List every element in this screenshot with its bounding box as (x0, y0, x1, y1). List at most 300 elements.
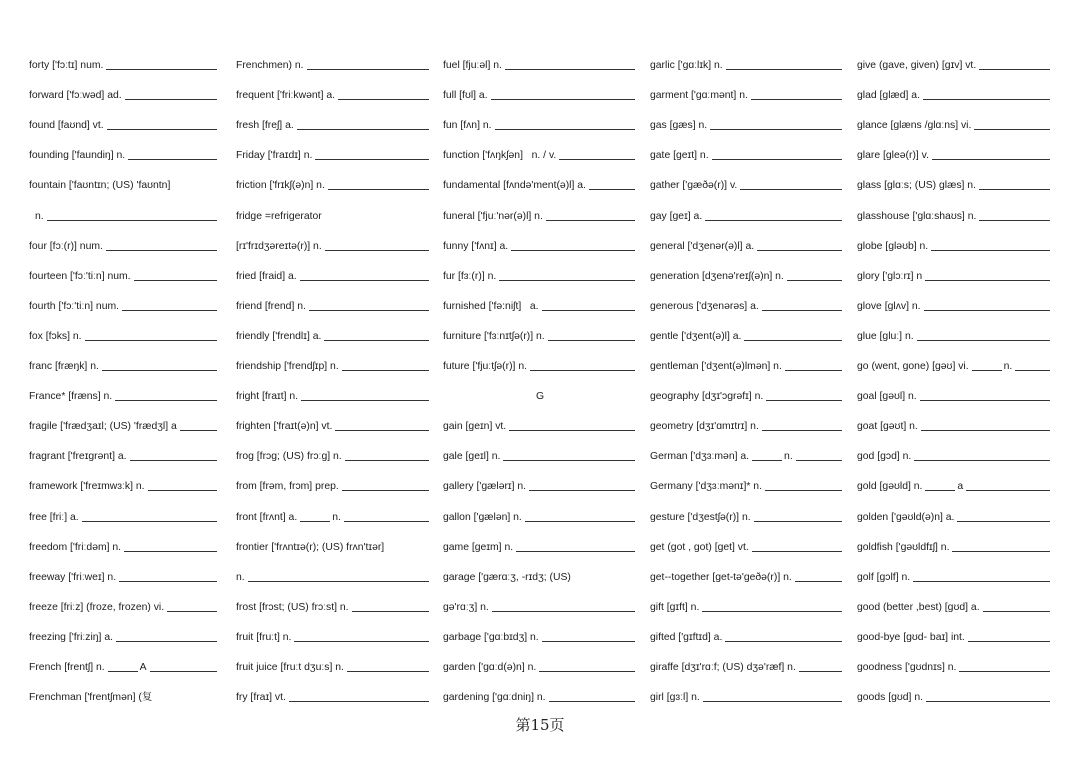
entry-text: globe [gləʊb] n. (857, 240, 929, 252)
entry-text: friction ['frɪkʃ(ə)n] n. (236, 180, 325, 192)
answer-blank (979, 180, 1050, 190)
answer-blank (499, 271, 635, 281)
answer-blank (342, 481, 429, 491)
vocab-entry (443, 563, 637, 593)
answer-blank (923, 90, 1050, 100)
vocab-entry (29, 292, 219, 322)
vocab-entry (29, 683, 219, 713)
entry-text: fragile ['frædʒaɪl; (US) 'frædʒl] a (29, 421, 177, 433)
vocab-entry (236, 533, 431, 563)
entry-text: Frenchman ['frentʃmən] (复 (29, 692, 153, 704)
vocab-entry (29, 81, 219, 111)
vocab-entry (857, 563, 1052, 593)
vocab-entry (650, 593, 844, 623)
vocab-entry (236, 382, 431, 412)
vocab-entry (29, 412, 219, 442)
answer-blank (289, 692, 429, 702)
entry-text: gas [gæs] n. (650, 120, 708, 132)
entry-text: glove [glʌv] n. (857, 300, 921, 312)
answer-blank (116, 632, 217, 642)
answer-blank (107, 120, 217, 130)
answer-blank (979, 60, 1050, 70)
entry-text: garden ['gɑːd(ə)n] n. (443, 661, 537, 673)
entry-text: founding ['faundiŋ] n. (29, 150, 126, 162)
entry-text: freedom ['friːdəm] n. (29, 541, 122, 553)
answer-blank (751, 90, 842, 100)
vocab-entry (857, 593, 1052, 623)
entry-text: full [fʊl] a. (443, 90, 488, 102)
vocab-entry (236, 292, 431, 322)
vocab-entry (443, 201, 637, 231)
vocab-entry (857, 352, 1052, 382)
vocab-entry (650, 472, 844, 502)
answer-blank (762, 421, 842, 431)
answer-blank (913, 572, 1050, 582)
vocab-entry (650, 533, 844, 563)
vocab-entry (236, 81, 431, 111)
entry-text: gesture ['dʒestʃə(r)] n. (650, 511, 751, 523)
vocab-entry (29, 442, 219, 472)
answer-blank (952, 542, 1050, 552)
entry-text: Friday ['fraɪdɪ] n. (236, 150, 313, 162)
entry-text: forward ['fɔːwəd] ad. (29, 90, 122, 102)
word-column (650, 51, 844, 713)
answer-blank (167, 602, 217, 612)
answer-blank (344, 512, 429, 522)
answer-blank (957, 512, 1050, 522)
vocab-entry (29, 563, 219, 593)
entry-text: free [friː] a. (29, 511, 79, 523)
vocab-entry (443, 653, 637, 683)
vocab-entry (29, 352, 219, 382)
letter-heading (443, 382, 637, 412)
entry-text: gather ['gæðə(r)] v. (650, 180, 738, 192)
entry-text: funeral ['fjuː'nər(ə)l] n. (443, 210, 543, 222)
vocab-entry (443, 51, 637, 81)
vocab-entry (236, 171, 431, 201)
entry-text: glad [glæd] a. (857, 90, 920, 102)
entry-text: garbage ['gɑːbɪdʒ] n. (443, 631, 539, 643)
answer-blank (703, 692, 842, 702)
vocab-entry (857, 322, 1052, 352)
answer-blank (525, 512, 635, 522)
answer-blank (108, 662, 138, 672)
entry-text: four [fɔː(r)] num. (29, 240, 103, 252)
vocab-entry (29, 653, 219, 683)
entry-text: fuel [fjuːəl] n. (443, 60, 502, 72)
entry-text: golden ['gəʊld(ə)n] a. (857, 511, 955, 523)
vocab-entry (443, 81, 637, 111)
vocab-entry (236, 232, 431, 262)
entry-text: function ['fʌŋkʃən] n. / v. (443, 150, 557, 162)
answer-blank (352, 602, 429, 612)
entry-text: fur [fɜː(r)] n. (443, 270, 497, 282)
vocab-entry (443, 141, 637, 171)
entry-text: glance [glæns /glɑːns] vi. (857, 120, 972, 132)
entry-text: get--together [get-tə'geðə(r)] n. (650, 571, 792, 583)
answer-blank (762, 301, 842, 311)
answer-blank (325, 241, 429, 251)
entry-text: goal [gəʊl] n. (857, 391, 917, 403)
answer-blank (47, 211, 217, 221)
entry-text: get (got , got) [get] vt. (650, 541, 749, 553)
vocab-entry (650, 322, 844, 352)
entry-text: n. (332, 511, 341, 523)
answer-blank (917, 331, 1050, 341)
vocab-entry (443, 111, 637, 141)
entry-text: garlic ['gɑːlɪk] n. (650, 60, 723, 72)
vocab-entry (443, 232, 637, 262)
vocab-entry (650, 683, 844, 713)
vocab-entry (857, 502, 1052, 532)
answer-blank (335, 421, 429, 431)
answer-blank (301, 391, 429, 401)
entry-text: gale [geɪl] n. (443, 451, 501, 463)
answer-blank (589, 180, 635, 190)
vocab-entry (857, 442, 1052, 472)
vocab-entry (443, 472, 637, 502)
answer-blank (338, 90, 429, 100)
answer-blank (972, 361, 1002, 371)
word-column (29, 51, 219, 713)
entry-text: furniture ['fɜːnɪtʃə(r)] n. (443, 330, 545, 342)
entry-text: glare [gleə(r)] v. (857, 150, 929, 162)
entry-text: fruit juice [fruːt dʒuːs] n. (236, 661, 344, 673)
vocab-entry-continuation (29, 201, 219, 231)
vocab-entry (236, 683, 431, 713)
entry-text: gifted ['gɪftɪd] a. (650, 631, 723, 643)
vocab-entry (29, 533, 219, 563)
entry-text: [rɪ'frɪdʒəreɪtə(r)] n. (236, 240, 322, 252)
vocab-entry (29, 593, 219, 623)
vocab-entry (236, 563, 431, 593)
answer-blank (754, 512, 842, 522)
entry-text: gain [geɪn] vt. (443, 421, 507, 433)
entry-text: god [gɔd] n. (857, 451, 912, 463)
answer-blank (125, 90, 217, 100)
vocab-entry (650, 442, 844, 472)
answer-blank (539, 662, 635, 672)
vocab-entry (443, 171, 637, 201)
entry-text: geography [dʒɪ'ɔgrəfɪ] n. (650, 391, 764, 403)
vocab-entry (236, 51, 431, 81)
answer-blank (548, 331, 635, 341)
vocab-entry (650, 171, 844, 201)
answer-blank (744, 331, 842, 341)
vocab-entry (236, 593, 431, 623)
vocab-entry (857, 653, 1052, 683)
entry-text: gentleman ['dʒent(ə)lmən] n. (650, 361, 782, 373)
answer-blank (134, 271, 217, 281)
answer-blank (119, 572, 217, 582)
entry-text: a (957, 481, 964, 493)
vocab-entry (857, 412, 1052, 442)
answer-blank (115, 391, 217, 401)
vocab-entry (443, 412, 637, 442)
entry-text: furnished ['fə:niʃt] a. (443, 300, 539, 312)
entry-text: frequent ['friːkwənt] a. (236, 90, 336, 102)
answer-blank (920, 391, 1050, 401)
vocab-entry (650, 382, 844, 412)
entry-text: golf [gɔlf] n. (857, 571, 911, 583)
answer-blank (702, 602, 842, 612)
entry-text: n. (784, 451, 793, 463)
entry-text: gay [geɪ] a. (650, 210, 703, 222)
answer-blank (926, 692, 1050, 702)
entry-text: generation [dʒenə'reɪʃ(ə)n] n. (650, 270, 784, 282)
entry-text: gallery ['gælərɪ] n. (443, 481, 527, 493)
page-number: 第15页 (515, 716, 565, 734)
vocab-entry (650, 232, 844, 262)
vocab-entry (236, 472, 431, 502)
answer-blank (530, 361, 635, 371)
answer-blank (925, 481, 955, 491)
answer-blank (559, 150, 635, 160)
vocab-entry (650, 653, 844, 683)
entry-text: girl [gɜːl] n. (650, 692, 700, 704)
entry-text: n. (236, 571, 245, 583)
entry-text: garage ['gærɑːʒ, -rɪdʒ; (US) (443, 571, 571, 583)
answer-blank (726, 60, 842, 70)
vocab-entry (650, 502, 844, 532)
entry-text: fountain ['faʊntɪn; (US) 'faʊntn] (29, 180, 171, 192)
vocab-entry (443, 502, 637, 532)
answer-blank (315, 150, 429, 160)
entry-text: glass [glɑːs; (US) glæs] n. (857, 180, 976, 192)
entry-text: fry [fraɪ] vt. (236, 692, 286, 704)
entry-text: gə'rɑːʒ] n. (443, 601, 489, 613)
answer-blank (959, 662, 1050, 672)
entry-text: gallon ['gælən] n. (443, 511, 522, 523)
answer-blank (300, 271, 429, 281)
entry-text: giraffe [dʒɪ'rɑːf; (US) dʒə'ræf] n. (650, 661, 796, 673)
vocab-entry (857, 111, 1052, 141)
entry-text: fourteen ['fɔː'tiːn] num. (29, 270, 131, 282)
answer-blank (752, 451, 782, 461)
answer-blank (542, 632, 635, 642)
entry-text: frost [frɔst; (US) frɔːst] n. (236, 601, 349, 613)
entry-text: fruit [fruːt] n. (236, 631, 292, 643)
letter-heading-text: G (535, 391, 545, 403)
vocab-entry (443, 442, 637, 472)
word-column (443, 51, 637, 713)
answer-blank (124, 542, 217, 552)
vocab-entry (650, 352, 844, 382)
entry-text: forty ['fɔːtɪ] num. (29, 60, 104, 72)
vocab-entry (236, 352, 431, 382)
entry-text: gentle ['dʒent(ə)l] a. (650, 330, 742, 342)
vocab-entry (29, 232, 219, 262)
vocab-entry (650, 81, 844, 111)
entry-text: go (went, gone) [gəʊ] vi. (857, 361, 969, 373)
entry-text: freeze [friːz] (froze, frozen) vi. (29, 601, 165, 613)
answer-blank (300, 512, 330, 522)
entry-text: garment ['gɑːmənt] n. (650, 90, 748, 102)
answer-blank (505, 60, 635, 70)
entry-text: fox [fɔks] n. (29, 330, 82, 342)
answer-blank (148, 481, 217, 491)
vocab-entry (857, 232, 1052, 262)
answer-blank (740, 180, 842, 190)
answer-blank (503, 451, 635, 461)
answer-blank (347, 662, 429, 672)
answer-blank (542, 301, 635, 311)
vocab-entry (857, 51, 1052, 81)
answer-blank (766, 391, 842, 401)
entry-text: n. (35, 210, 44, 222)
answer-blank (297, 120, 429, 130)
entry-text: framework ['freɪmwɜːk] n. (29, 481, 145, 493)
vocab-entry (29, 171, 219, 201)
answer-blank (546, 211, 635, 221)
answer-blank (106, 241, 217, 251)
answer-blank (102, 361, 217, 371)
vocab-entry (236, 412, 431, 442)
entry-text: fourth ['fɔː'tiːn] num. (29, 300, 120, 312)
answer-blank (122, 301, 217, 311)
vocab-entry (29, 322, 219, 352)
vocab-entry (857, 623, 1052, 653)
answer-blank (712, 150, 842, 160)
vocab-entry (443, 352, 637, 382)
entry-text: goodness ['gʊdnɪs] n. (857, 661, 957, 673)
answer-blank (799, 662, 842, 672)
vocab-entry (29, 502, 219, 532)
answer-blank (106, 60, 217, 70)
vocab-entry (650, 623, 844, 653)
vocab-entry (29, 623, 219, 653)
entry-text: frighten ['fraɪt(ə)n] vt. (236, 421, 333, 433)
entry-text: glue [gluː] n. (857, 330, 914, 342)
entry-text: fright [fraɪt] n. (236, 391, 299, 403)
entry-text: A (139, 661, 147, 673)
vocab-entry (857, 141, 1052, 171)
entry-text: fried [fraid] a. (236, 270, 297, 282)
vocab-entry (443, 683, 637, 713)
vocab-entry (857, 201, 1052, 231)
entry-text: freeway ['friːweɪ] n. (29, 571, 117, 583)
entry-text: found [faʊnd] vt. (29, 120, 104, 132)
answer-blank (294, 632, 429, 642)
vocab-entry (857, 81, 1052, 111)
answer-blank (248, 572, 429, 582)
entry-text: gold [gəʊld] n. (857, 481, 923, 493)
vocab-entry (443, 322, 637, 352)
answer-blank (549, 692, 635, 702)
entry-text: n. (1003, 361, 1013, 373)
entry-text: glory ['glɔːrɪ] n (857, 270, 923, 282)
answer-blank (150, 662, 217, 672)
entry-text: future ['fjuːtʃə(r)] n. (443, 361, 527, 373)
vocab-entry (443, 533, 637, 563)
answer-blank (345, 451, 429, 461)
vocab-entry (29, 51, 219, 81)
vocab-entry (236, 111, 431, 141)
answer-blank (307, 60, 429, 70)
vocab-entry (29, 472, 219, 502)
vocab-entry (29, 111, 219, 141)
entry-text: goldfish ['gəʊldfɪʃ] n. (857, 541, 950, 553)
entry-text: Germany ['dʒɜːmənɪ]* n. (650, 481, 762, 493)
entry-text: frog [frɔg; (US) frɔːg] n. (236, 451, 342, 463)
entry-text: game [geɪm] n. (443, 541, 514, 553)
vocab-entry (650, 141, 844, 171)
vocab-entry (857, 292, 1052, 322)
entry-text: give (gave, given) [gɪv] vt. (857, 60, 977, 72)
entry-text: geometry [dʒɪ'ɑmɪtrɪ] n. (650, 421, 759, 433)
entry-text: funny ['fʌnɪ] a. (443, 240, 509, 252)
vocab-entry (236, 653, 431, 683)
entry-text: friendly ['frendlɪ] a. (236, 330, 322, 342)
vocab-entry (857, 262, 1052, 292)
vocab-entry (650, 262, 844, 292)
answer-blank (491, 90, 635, 100)
answer-blank (1015, 361, 1050, 371)
entry-text: frontier ['frʌntɪə(r); (US) frʌn'tɪər] (236, 541, 385, 553)
vocab-entry (236, 201, 431, 231)
entry-text: fundamental [fʌndə'ment(ə)l] a. (443, 180, 586, 192)
word-column (857, 51, 1052, 713)
answer-blank (328, 180, 429, 190)
answer-blank (180, 421, 217, 431)
vocab-entry (29, 141, 219, 171)
vocab-entry (650, 51, 844, 81)
vocab-entry (650, 111, 844, 141)
answer-blank (974, 120, 1050, 130)
entry-text: fridge =refrigerator (236, 210, 322, 222)
vocab-entry (650, 563, 844, 593)
vocab-entry (236, 502, 431, 532)
entry-text: gift [gɪft] n. (650, 601, 700, 613)
vocab-entry (443, 623, 637, 653)
vocab-entry (857, 171, 1052, 201)
entry-text: France* [fræns] n. (29, 391, 113, 403)
answer-blank (979, 211, 1050, 221)
entry-text: front [frʌnt] a. (236, 511, 298, 523)
answer-blank (309, 301, 429, 311)
answer-blank (128, 150, 217, 160)
vocab-entry (29, 262, 219, 292)
vocab-entry (236, 623, 431, 653)
entry-text: French [frentʃ] n. (29, 661, 105, 673)
answer-blank (82, 512, 217, 522)
vocab-entry (857, 382, 1052, 412)
entry-text: glasshouse ['glɑːshaʊs] n. (857, 210, 977, 222)
entry-text: franc [fræŋk] n. (29, 361, 99, 373)
vocab-entry (236, 141, 431, 171)
answer-blank (492, 602, 635, 612)
answer-blank (529, 481, 635, 491)
answer-blank (342, 361, 429, 371)
vocab-entry (236, 322, 431, 352)
entry-text: Frenchmen) n. (236, 60, 304, 72)
entry-text: good (better ,best) [gʊd] a. (857, 601, 980, 613)
answer-blank (925, 271, 1050, 281)
entry-text: gate [geɪt] n. (650, 150, 709, 162)
entry-text: gardening ['gɑːdniŋ] n. (443, 692, 546, 704)
vocab-entry (443, 292, 637, 322)
answer-blank (725, 632, 842, 642)
word-column (236, 51, 431, 713)
vocab-entry (236, 262, 431, 292)
answer-blank (511, 241, 635, 251)
entry-text: freezing ['friːziŋ] a. (29, 631, 113, 643)
answer-blank (932, 150, 1050, 160)
answer-blank (924, 301, 1050, 311)
answer-blank (921, 421, 1050, 431)
answer-blank (914, 451, 1050, 461)
vocab-entry (236, 442, 431, 472)
